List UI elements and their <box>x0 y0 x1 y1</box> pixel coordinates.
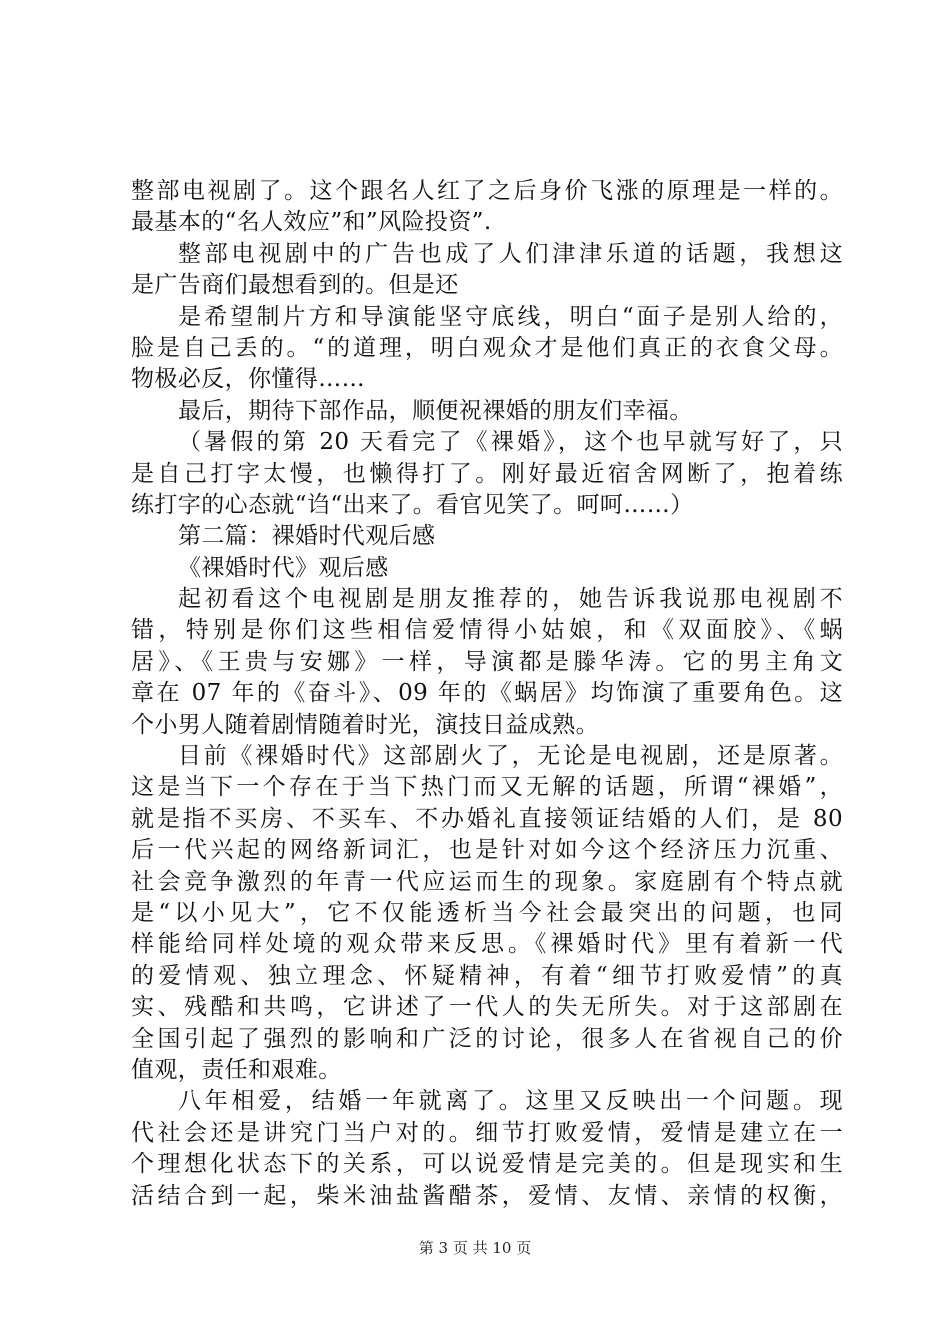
text-line: 八年相爱，结婚一年就离了。这里又反映出一个问题。现 <box>178 1088 843 1115</box>
text-line: 整部电视剧了。这个跟名人红了之后身价飞涨的原理是一样的。 <box>131 178 843 204</box>
text-line: 实、残酷和共鸣，它讲述了一代人的失无所失。对于这部剧在 <box>131 994 843 1021</box>
text-line: 个理想化状态下的关系，可以说爱情是完美的。但是现实和生 <box>131 1151 843 1178</box>
text-line: 物极必反，你懂得…… <box>131 366 365 393</box>
text-line: 是广告商们最想看到的。但是还 <box>131 272 459 299</box>
text-line: 错，特别是你们这些相信爱情得小姑娘，和《双面胶》、《蜗 <box>131 617 843 644</box>
text-line: 练打字的心态就“诌“出来了。看官见笑了。呵呵……） <box>131 491 694 518</box>
text-line: 是自己打字太慢，也懒得打了。刚好最近宿舍网断了，抱着练 <box>131 460 843 487</box>
text-line: 后一代兴起的网络新词汇，也是针对如今这个经济压力沉重、 <box>131 837 843 864</box>
text-line: 《裸婚时代》观后感 <box>178 554 389 581</box>
text-line: 目前《裸婚时代》这部剧火了，无论是电视剧，还是原著。 <box>178 743 843 770</box>
text-line: 最基本的“名人效应”和”风险投资”. <box>131 209 492 236</box>
text-line: 样能给同样处境的观众带来反思。《裸婚时代》里有着新一代 <box>131 931 843 958</box>
text-line: 这是当下一个存在于当下热门而又无解的话题，所谓“裸婚”， <box>131 774 843 801</box>
text-line: 是希望制片方和导演能坚守底线，明白“面子是别人给的， <box>178 303 843 330</box>
text-line: 社会竞争激烈的年青一代应运而生的现象。家庭剧有个特点就 <box>131 868 843 895</box>
text-line: 活结合到一起，柴米油盐酱醋茶，爱情、友情、亲情的权衡， <box>131 1182 843 1209</box>
text-line: 脸是自己丢的。“的道理，明白观众才是他们真正的衣食父母。 <box>131 334 843 361</box>
text-line: 全国引起了强烈的影响和广泛的讨论，很多人在省视自己的价 <box>131 1025 843 1052</box>
text-line: 是“以小见大”，它不仅能透析当今社会最突出的问题，也同 <box>131 899 843 926</box>
text-line: 的爱情观、独立理念、怀疑精神，有着“细节打败爱情”的真 <box>131 962 843 989</box>
text-line: 章在 07 年的《奋斗》、09 年的《蜗居》均饰演了重要角色。这 <box>131 680 843 707</box>
text-line: 最后，期待下部作品，顺便祝裸婚的朋友们幸福。 <box>178 397 693 424</box>
text-line: 就是指不买房、不买车、不办婚礼直接领证结婚的人们，是 80 <box>131 805 843 832</box>
body-text <box>131 176 843 1212</box>
text-line: 代社会还是讲究门当户对的。细节打败爱情，爱情是建立在一 <box>131 1119 843 1146</box>
page-number-footer: 第 3 页 共 10 页 <box>418 1239 532 1257</box>
text-line: （暑假的第 20 天看完了《裸婚》，这个也早就写好了，只 <box>178 429 843 456</box>
text-line: 居》、《王贵与安娜》一样，导演都是滕华涛。它的男主角文 <box>131 648 843 675</box>
text-line: 个小男人随着剧情随着时光，演技日益成熟。 <box>131 711 599 738</box>
text-line: 起初看这个电视剧是朋友推荐的，她告诉我说那电视剧不 <box>178 586 843 613</box>
text-line: 整部电视剧中的广告也成了人们津津乐道的话题，我想这 <box>178 240 843 267</box>
text-line: 第二篇：裸婚时代观后感 <box>178 523 436 550</box>
text-line: 值观，责任和艰难。 <box>131 1056 342 1083</box>
